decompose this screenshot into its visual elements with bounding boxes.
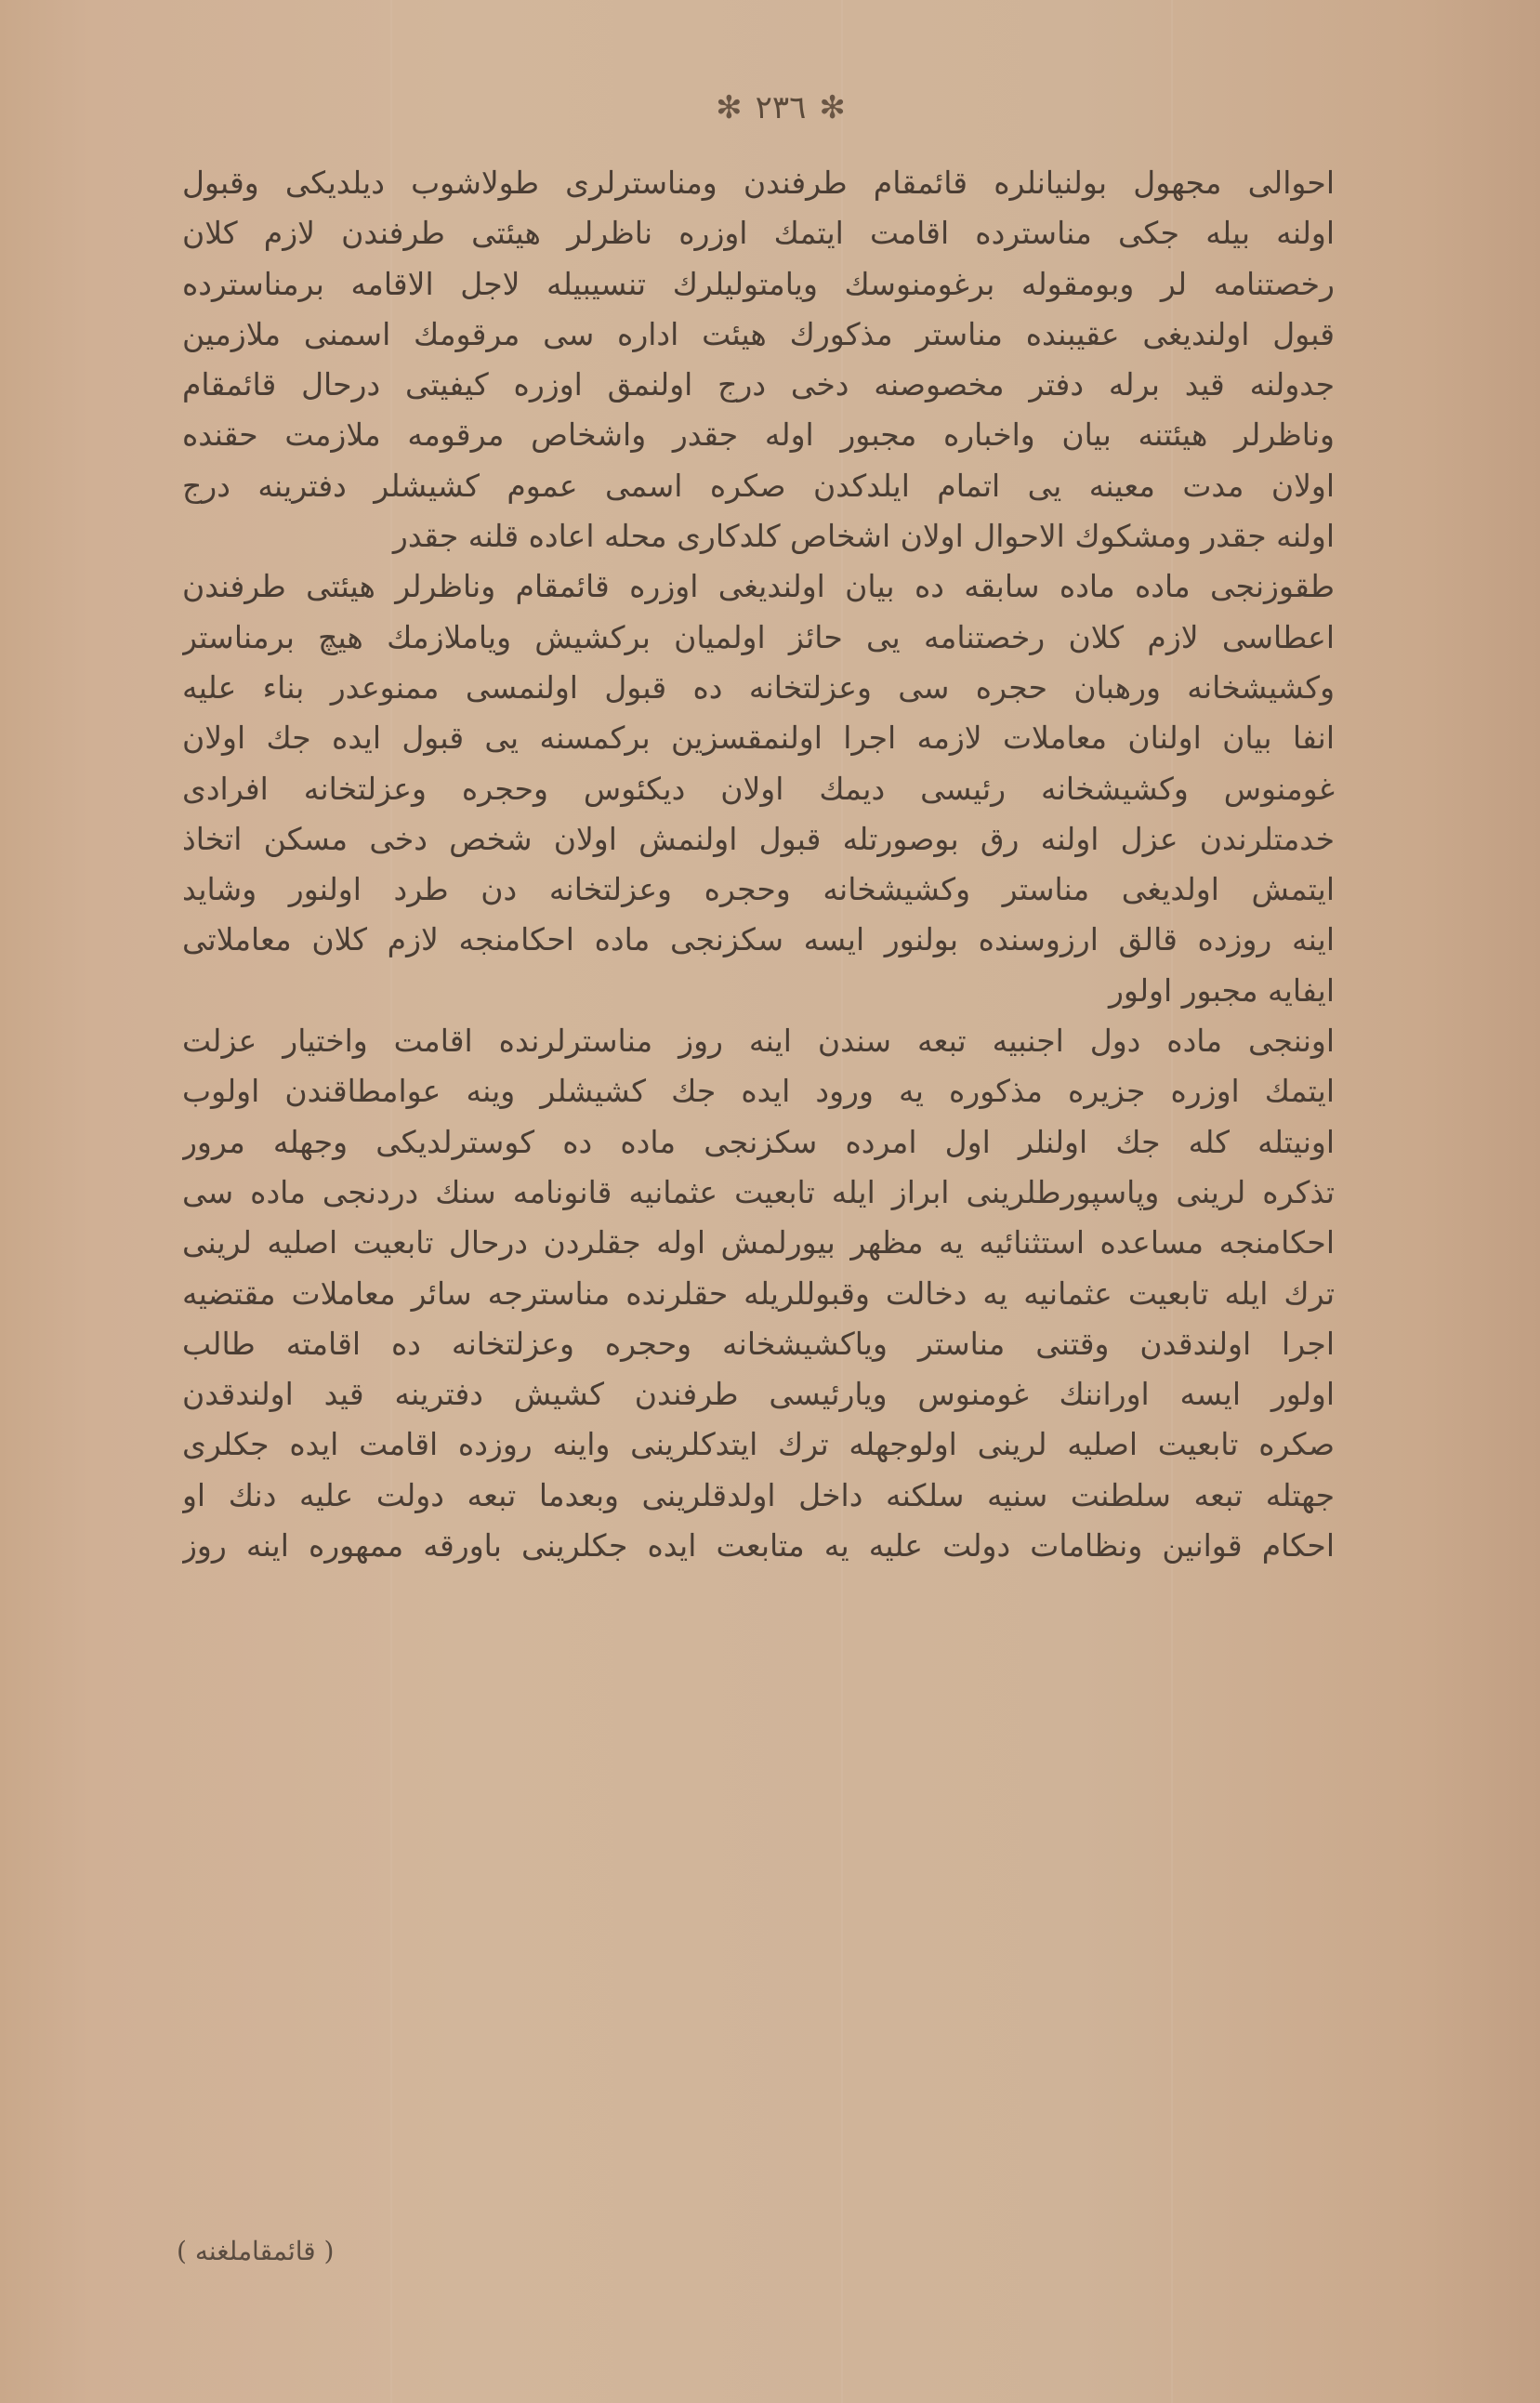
text-line: اولور ایسه اوراننك غومنوس ویارئیسی طرفندن كشیش دفترینه قید اولندقدن bbox=[182, 1376, 1335, 1413]
article-9-heading-line: طقوزنجی ماده ماده سابقه ده بیان اولندیغی اوزره قائمقام وناظرلر هیئتی طرفندن bbox=[182, 568, 1335, 605]
text-line: جدولنه قید برله دفتر مخصوصنه دخی درج اولنمق اوزره كیفیتی درحال قائمقام bbox=[182, 366, 1335, 403]
text-line: تذكره لرینی وپاسپورطلرینی ابراز ایله تابعیت عثمانیه قانونامه سنك دردنجی ماده سی bbox=[182, 1173, 1335, 1210]
article-10-heading-line: اوننجی ماده دول اجنبیه تبعه سندن اینه روز مناسترلرنده اقامت واختیار عزلت bbox=[182, 1023, 1335, 1060]
text-line: رخصتنامه لر وبومقوله برغومنوسك ویامتولیلرك تنسیبیله لاجل الاقامه برمناسترده bbox=[182, 265, 1335, 302]
page-number: ٢٣٦ bbox=[755, 89, 807, 126]
body-text bbox=[182, 158, 1335, 1571]
text-line: اعطاسی لازم كلان رخصتنامه یی حائز اولمیان بركشیش ویاملازمك هیچ برمناستر bbox=[182, 618, 1335, 655]
text-line: اولنه بیله جکی مناسترده اقامت ایتمك اوزره ناظرلر هیئتی طرفندن لازم كلان bbox=[182, 215, 1335, 252]
signature-catchword: ( قائمقاملغنه ) bbox=[177, 2236, 335, 2266]
text-line: احكام قوانین ونظامات دولت علیه یه متابعت ایده جكلرینی باورقه ممهوره اینه روز bbox=[182, 1527, 1335, 1565]
text-line: صكره تابعیت اصلیه لرینی اولوجهله ترك ایتدكلرینی واینه روزده اقامت ایده جكلری bbox=[182, 1426, 1335, 1463]
text-line-paragraph-end: ایفایه مجبور اولور bbox=[1108, 971, 1335, 1009]
text-line: احوالی مجهول بولنیانلره قائمقام طرفندن ومناسترلری طولاشوب دیلدیکی وقبول bbox=[182, 165, 1335, 201]
text-line: احكامنجه مساعده استثنائیه یه مظهر بیورلمش اوله جقلردن درحال تابعیت اصلیه لرینی bbox=[182, 1224, 1335, 1261]
text-line: غومنوس وكشیشخانه رئیسی دیمك اولان دیكئوس وحجره وعزلتخانه افرادی bbox=[182, 770, 1335, 807]
text-line: انفا بیان اولنان معاملات لازمه اجرا اولنمقسزین بركمسنه یی قبول ایده جك اولان bbox=[182, 720, 1335, 757]
text-line: جهتله تبعه سلطنت سنیه سلكنه داخل اولدقلرینی وبعدما تبعه دولت علیه دنك او bbox=[182, 1476, 1335, 1513]
page-number-header bbox=[651, 82, 911, 134]
star-ornament-icon: ✻ bbox=[819, 89, 846, 126]
text-line: وناظرلر هیئتنه بیان واخباره مجبور اوله جقدر واشخاص مرقومه ملازمت حقنده bbox=[182, 416, 1335, 454]
text-line: وكشیشخانه ورهبان حجره سی وعزلتخانه ده قبول اولنمسی ممنوعدر بناء علیه bbox=[182, 668, 1335, 706]
text-line: خدمتلرندن عزل اولنه رق بوصورتله قبول اولنمش اولان شخص دخی مسكن اتخاذ bbox=[182, 820, 1335, 857]
text-line: ترك ایله تابعیت عثمانیه یه دخالت وقبوللریله حقلرنده مناسترجه سائر معاملات مقتضیه bbox=[182, 1274, 1335, 1312]
text-line: ایتمش اولدیغی مناستر وكشیشخانه وحجره وعزلتخانه دن طرد اولنور وشاید bbox=[182, 871, 1335, 908]
text-line: قبول اولندیغی عقیبنده مناستر مذكورك هیئت اداره سی مرقومك اسمنی ملازمین bbox=[182, 315, 1335, 352]
text-line: ایتمك اوزره جزیره مذكوره یه ورود ایده جك كشیشلر وینه عوامطاقندن اولوب bbox=[182, 1073, 1335, 1110]
text-line: اونیتله كله جك اولنلر اول امرده سكزنجی ماده ده كوسترلدیكی وجهله مرور bbox=[182, 1123, 1335, 1160]
text-line: اولان مدت معینه یی اتمام ایلدكدن صكره اسمی عموم كشیشلر دفترینه درج bbox=[182, 467, 1335, 504]
star-ornament-icon: ✻ bbox=[716, 89, 743, 126]
text-line: اینه روزده قالق ارزوسنده بولنور ایسه سكزنجی ماده احكامنجه لازم كلان معاملاتی bbox=[182, 921, 1335, 958]
text-line: اجرا اولندقدن وقتنی مناستر ویاكشیشخانه وحجره وعزلتخانه ده اقامته طالب bbox=[182, 1325, 1335, 1362]
text-line-paragraph-end: اولنه جقدر ومشكوك الاحوال اولان اشخاص كلدكاری محله اعاده قلنه جقدر bbox=[392, 518, 1335, 555]
